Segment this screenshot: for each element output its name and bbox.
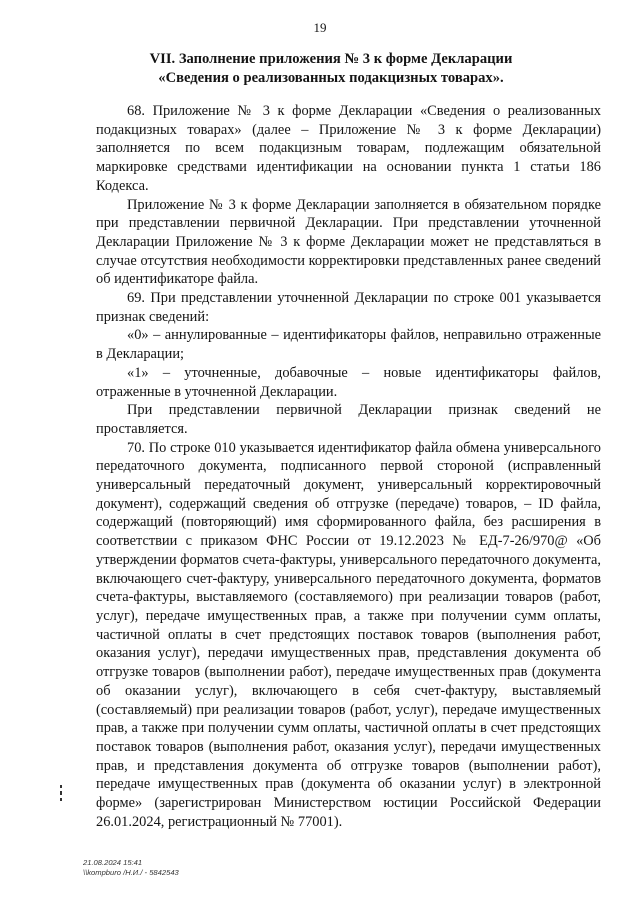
paragraph-68: 68. Приложение № 3 к форме Декларации «Сведения о реализованных подакцизных товарах» (далее – Приложение № 3 к форме Декларации) заполняется по всем подакцизным товарам, подлежащим обязательной маркировке средствами идентификации на основании пункта 1 статьи 186 Кодекса.	[96, 103, 601, 194]
paragraph-68-continued: Приложение № 3 к форме Декларации заполняется в обязательном порядке при представлении первичной Декларации. При представлении уточненной Декларации Приложение № 3 к форме Декларации может не представляться в случае отсутствия необходимости корректировки представленных ранее сведений об идентификаторе файла.	[96, 196, 601, 288]
document-body	[96, 102, 601, 831]
section-heading-line-1: VII. Заполнение приложения № 3 к форме Декларации	[149, 51, 513, 67]
print-source: \\kompburo /Н.И./ - 5842543	[83, 868, 179, 877]
paragraph-69: 69. При представлении уточненной Декларации по строке 001 указывается признак сведений:	[96, 290, 601, 325]
print-timestamp: 21.08.2024 15:41	[83, 858, 143, 867]
paragraph-69-item-1: «1» – уточненные, добавочные – новые идентификаторы файлов, отраженные в уточненной Декларации.	[96, 364, 601, 400]
section-heading-line-2: «Сведения о реализованных подакцизных товарах».	[158, 69, 504, 86]
paragraph-69-item-0: «0» – аннулированные – идентификаторы файлов, неправильно отраженные в Декларации;	[96, 327, 601, 363]
section-heading	[96, 50, 566, 87]
margin-mark-icon	[58, 785, 64, 805]
page-number: 19	[313, 20, 327, 35]
paragraph-70: 70. По строке 010 указывается идентификатор файла обмена универсального передаточного документа, подписанного первой стороной (исправленный универсальный передаточный документ, универсальный корректировочный документ), содержащий сведения об отгрузке (передаче) товаров, – ID файла, содержащий (повторяющий) имя сформированного файла, без расширения в соответствии с приказом ФНС России от 19.12.2023 № ЕД-7-26/970@ «Об утверждении форматов счета-фактуры, универсального передаточного документа, включающего счет-фактуру, универсального передаточного документа, форматов счета-фактуры, выставляемого (составляемого) при реализации товаров (работ, услуг), передаче имущественных прав, а также при получении сумм оплаты, частичной оплаты в счет предстоящих поставок товаров (выполнения работ, оказания услуг), передачи имущественных прав, представления документа об отгрузке товаров (выполнении работ), передаче имущественных прав (документа об оказании услуг), включающего в себя счет-фактуру, выставляемый (составляемый) при реализации товаров (работ, услуг), передаче имущественных прав, а также при получении сумм оплаты, частичной оплаты в счет предстоящих поставок товаров (выполнения работ, оказания услуг), передачи имущественных прав, и представления документа об отгрузке товаров (выполнении работ), передаче имущественных прав (документа об оказании услуг) в электронной форме» (зарегистрирован Министерством юстиции Российской Федерации 26.01.2024, регистрационный № 77001).	[96, 439, 601, 830]
paragraph-69-note: При представлении первичной Декларации признак сведений не проставляется.	[96, 402, 601, 437]
print-footer	[83, 858, 179, 878]
